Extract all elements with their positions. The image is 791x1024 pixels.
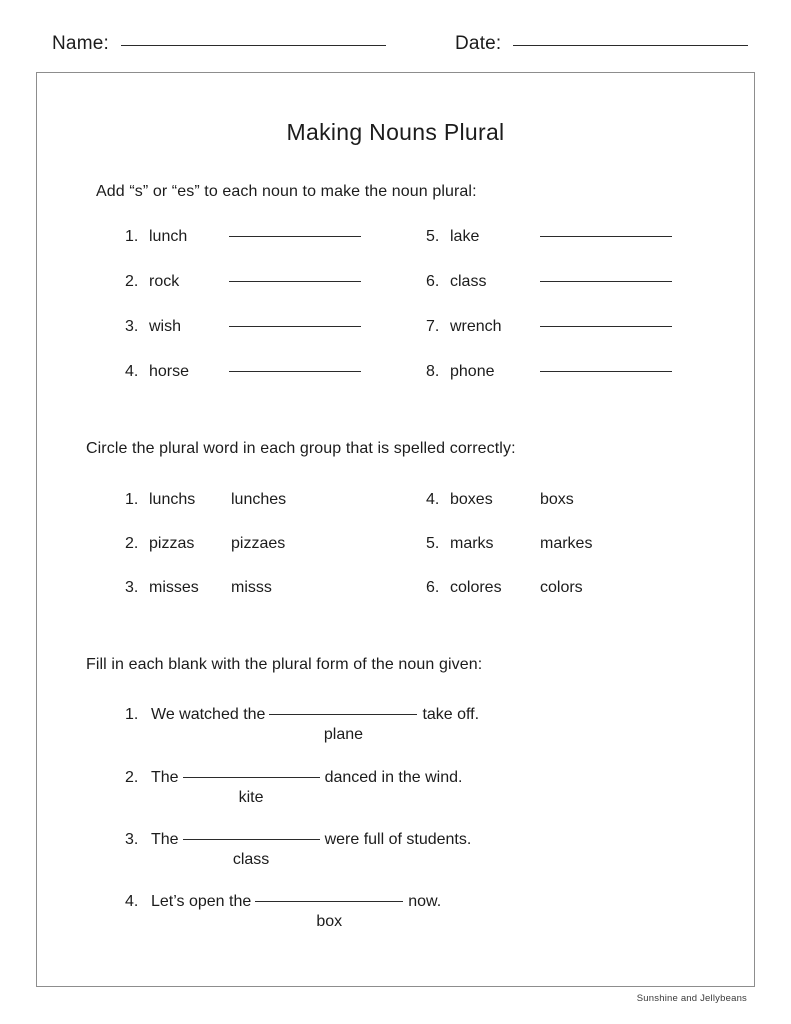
- item-number: 1.: [125, 706, 139, 723]
- item-number: 4.: [125, 893, 139, 910]
- worksheet-header: [0, 0, 791, 72]
- item-number: 3.: [125, 579, 139, 596]
- noun-word: wrench: [450, 318, 502, 335]
- hint-word: box: [316, 913, 343, 930]
- credit-footer: Sunshine and Jellybeans: [636, 993, 747, 1004]
- noun-word: lake: [450, 228, 480, 245]
- hint-word: plane: [323, 726, 364, 743]
- section-1-item: [125, 363, 361, 385]
- section-1-instruction: Add “s” or “es” to each noun to make the noun plural:: [96, 183, 477, 200]
- hint-word: kite: [238, 789, 264, 806]
- choice-option[interactable]: colors: [540, 579, 583, 596]
- item-number: 3.: [125, 318, 139, 335]
- answer-line[interactable]: [540, 281, 672, 282]
- sentence-after: were full of students.: [324, 831, 472, 848]
- section-2-item: [426, 535, 592, 557]
- item-number: 6.: [426, 273, 440, 290]
- sentence-before: We watched the: [151, 706, 266, 723]
- noun-word: rock: [149, 273, 180, 290]
- section-2-item: [125, 535, 285, 557]
- answer-line[interactable]: [183, 839, 320, 840]
- choice-option[interactable]: pizzaes: [231, 535, 286, 552]
- section-1-item: [125, 273, 361, 295]
- item-number: 1.: [125, 491, 139, 508]
- choice-option[interactable]: marks: [450, 535, 494, 552]
- date-write-line[interactable]: [513, 45, 748, 46]
- section-3-item: [125, 706, 685, 743]
- item-number: 7.: [426, 318, 440, 335]
- answer-line[interactable]: [229, 236, 361, 237]
- sentence-after: take off.: [422, 706, 480, 723]
- item-number: 8.: [426, 363, 440, 380]
- answer-line[interactable]: [183, 777, 320, 778]
- choice-option[interactable]: colores: [450, 579, 502, 596]
- section-1-item: [125, 228, 361, 250]
- section-3-item: [125, 831, 685, 868]
- item-number: 6.: [426, 579, 440, 596]
- sentence-after: danced in the wind.: [324, 769, 463, 786]
- answer-line[interactable]: [229, 326, 361, 327]
- section-1-item: [426, 228, 672, 250]
- section-2-item: [125, 491, 286, 513]
- choice-option[interactable]: lunches: [231, 491, 287, 508]
- sentence-before: The: [151, 831, 179, 848]
- answer-line[interactable]: [229, 371, 361, 372]
- answer-line[interactable]: [540, 236, 672, 237]
- date-field[interactable]: [455, 33, 748, 55]
- item-number: 5.: [426, 535, 440, 552]
- section-1-item: [426, 318, 672, 340]
- section-3-item: [125, 893, 685, 930]
- noun-word: class: [450, 273, 487, 290]
- choice-option[interactable]: misss: [231, 579, 272, 596]
- blank-group: [183, 769, 320, 806]
- answer-line[interactable]: [269, 714, 417, 715]
- noun-word: horse: [149, 363, 190, 380]
- name-field[interactable]: [52, 33, 386, 55]
- noun-word: phone: [450, 363, 495, 380]
- section-2-instruction: Circle the plural word in each group that is spelled correctly:: [86, 440, 516, 457]
- worksheet-frame: [36, 72, 755, 987]
- item-number: 3.: [125, 831, 139, 848]
- blank-group: [183, 831, 320, 868]
- choice-option[interactable]: pizzas: [149, 535, 195, 552]
- item-number: 4.: [426, 491, 440, 508]
- item-number: 2.: [125, 273, 139, 290]
- choice-option[interactable]: lunchs: [149, 491, 196, 508]
- hint-word: class: [232, 851, 270, 868]
- blank-group: [255, 893, 403, 930]
- item-number: 2.: [125, 535, 139, 552]
- sentence-before: Let’s open the: [151, 893, 252, 910]
- answer-line[interactable]: [255, 901, 403, 902]
- section-1-item: [125, 318, 361, 340]
- sentence-before: The: [151, 769, 179, 786]
- name-label: Name:: [52, 33, 109, 54]
- answer-line[interactable]: [540, 326, 672, 327]
- answer-line[interactable]: [540, 371, 672, 372]
- section-2-item: [426, 491, 574, 513]
- section-1-item: [426, 273, 672, 295]
- choice-option[interactable]: misses: [149, 579, 199, 596]
- section-2-item: [426, 579, 583, 601]
- section-3-item: [125, 769, 685, 806]
- item-number: 1.: [125, 228, 139, 245]
- choice-option[interactable]: boxes: [450, 491, 493, 508]
- noun-word: lunch: [149, 228, 188, 245]
- item-number: 5.: [426, 228, 440, 245]
- noun-word: wish: [149, 318, 182, 335]
- item-number: 2.: [125, 769, 139, 786]
- sentence-after: now.: [408, 893, 442, 910]
- section-2-item: [125, 579, 272, 601]
- blank-group: [269, 706, 417, 743]
- name-write-line[interactable]: [121, 45, 386, 46]
- date-label: Date:: [455, 33, 502, 54]
- section-3-instruction: Fill in each blank with the plural form of the noun given:: [86, 656, 483, 673]
- section-1-item: [426, 363, 672, 385]
- choice-option[interactable]: boxs: [540, 491, 574, 508]
- page-title: Making Nouns Plural: [286, 119, 505, 145]
- choice-option[interactable]: markes: [540, 535, 593, 552]
- answer-line[interactable]: [229, 281, 361, 282]
- item-number: 4.: [125, 363, 139, 380]
